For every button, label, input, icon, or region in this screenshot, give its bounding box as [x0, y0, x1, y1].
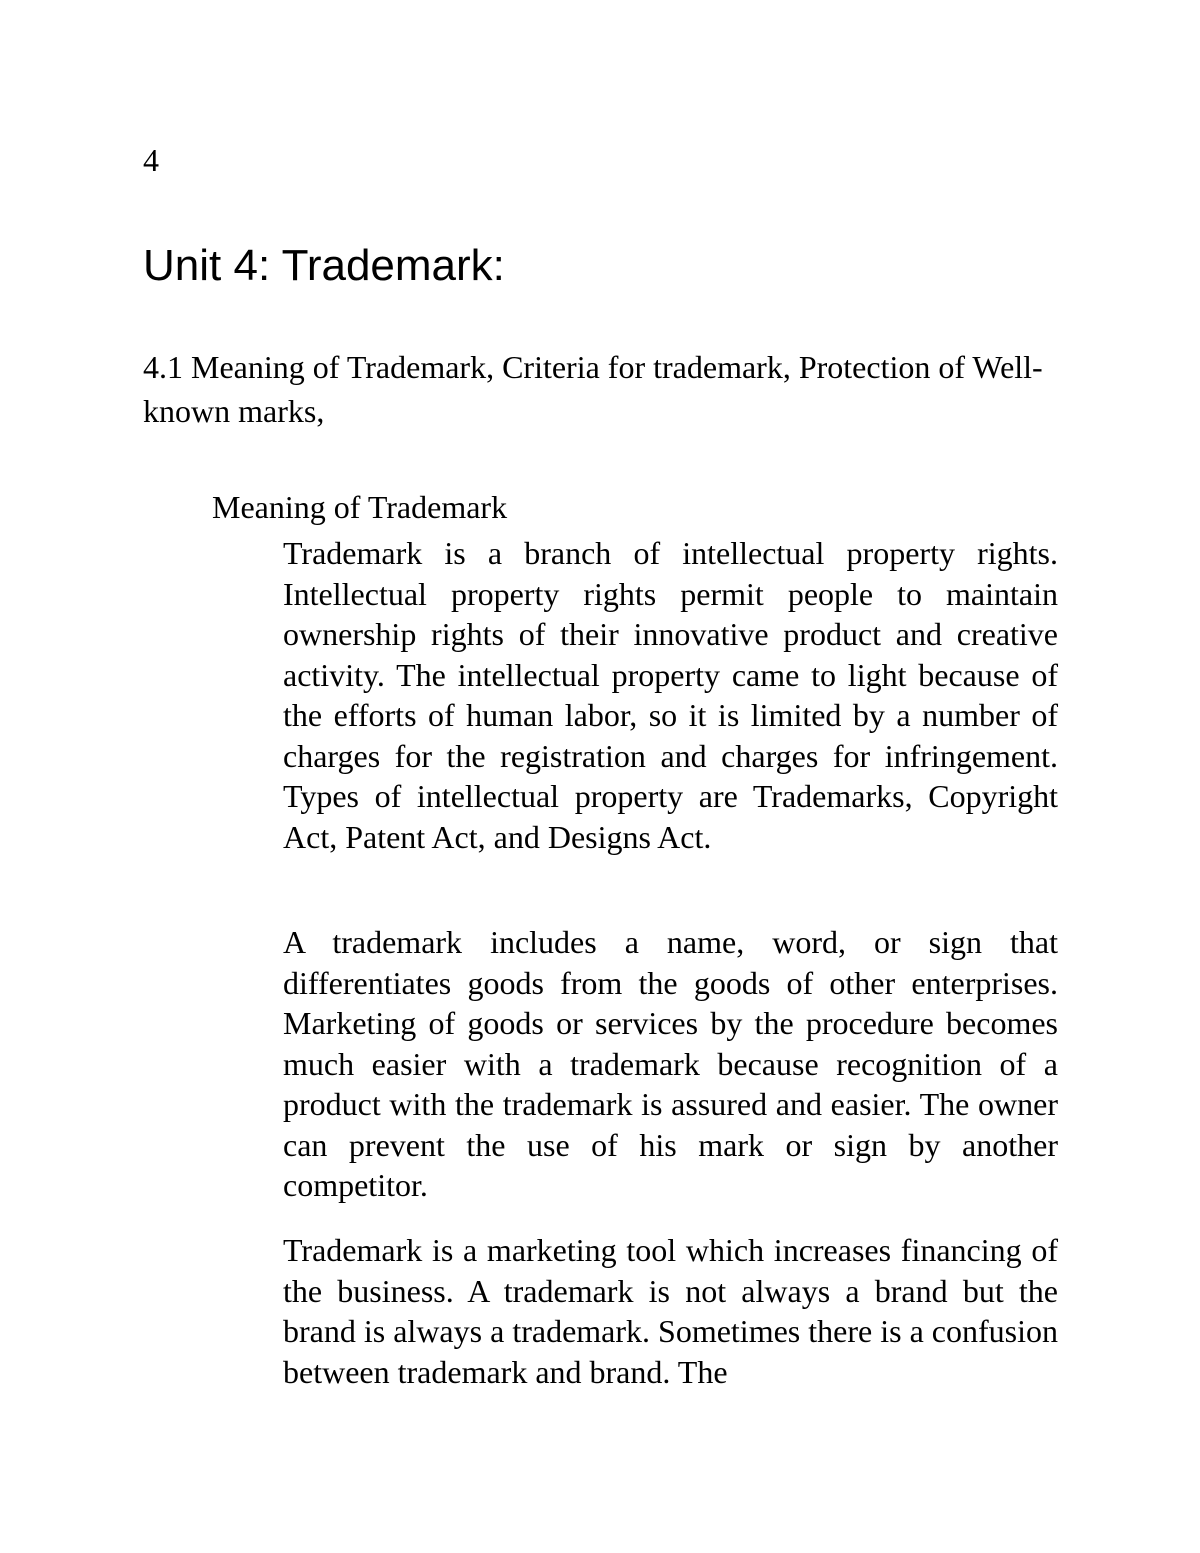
page-number: 4: [143, 142, 159, 178]
unit-title: Unit 4: Trademark:: [143, 241, 505, 290]
body-paragraph: A trademark includes a name, word, or sign that differentiates goods from the goods of other enterprises. Marketing of goods or services by the procedure becomes much easier with a trademark because recognition of a product with the trademark is assured and easier. The owner can prevent the use of his mark or sign by another competitor.: [283, 924, 1058, 1203]
body-paragraph: Trademark is a branch of intellectual property rights. Intellectual property rights permit people to maintain ownership rights of their innovative product and creative activity. The intellectual property came to light because of the efforts of human labor, so it is limited by a number of charges for the registration and charges for infringement. Types of intellectual property are Trademarks, Copyright Act, Patent Act, and Designs Act.: [283, 535, 1058, 855]
subsection-heading: Meaning of Trademark: [212, 489, 508, 525]
body-paragraph: Trademark is a marketing tool which increases financing of the business. A trademark is not always a brand but the brand is always a trademark. Sometimes there is a confusion between trademark and brand. The: [283, 1232, 1058, 1390]
section-heading: 4.1 Meaning of Trademark, Criteria for trademark, Protection of Well-known marks,: [143, 349, 1043, 429]
